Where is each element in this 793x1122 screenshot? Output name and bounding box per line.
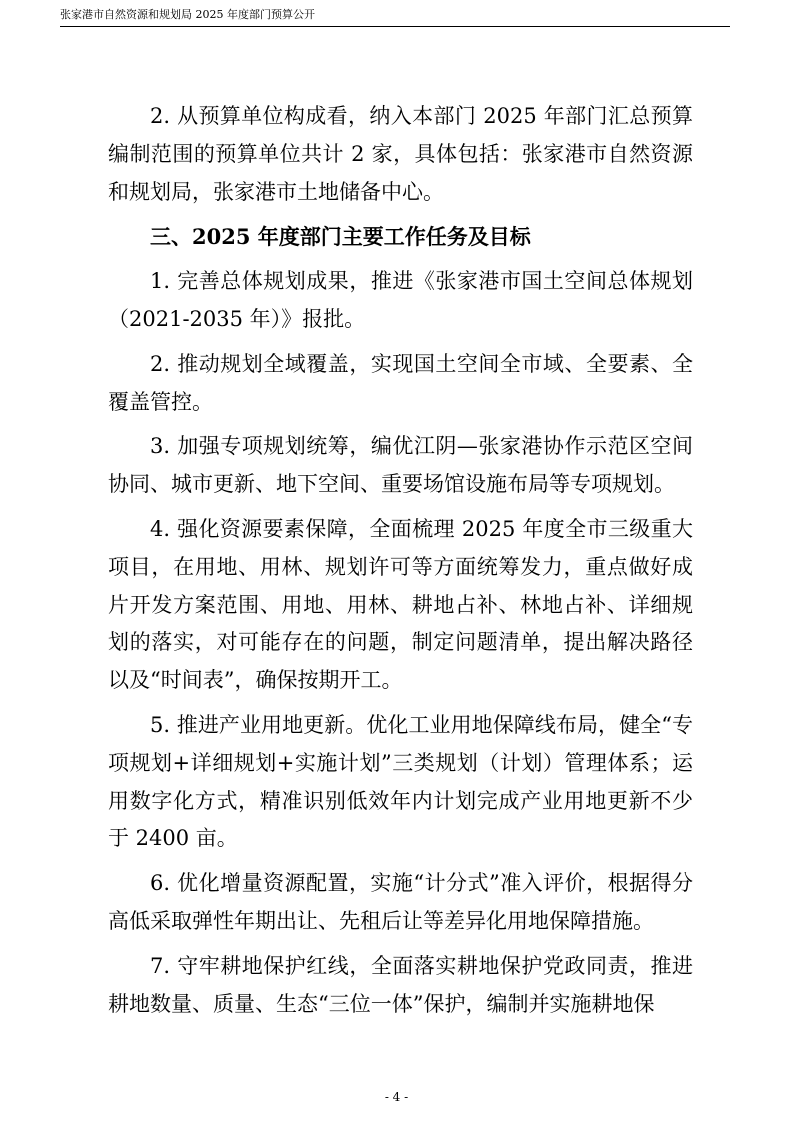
paragraph-task-2: 2. 推动规划全域覆盖，实现国土空间全市域、全要素、全覆盖管控。 bbox=[108, 351, 693, 414]
paragraph-task-4: 4. 强化资源要素保障，全面梳理 2025 年度全市三级重大项目，在用地、用林、规划许可等方面统筹发力，重点做好成片开发方案范围、用地、用林、耕地占补、林地占补、详细规划的落实，对可能存在的问题，制定问题清单，提出解决路径以及“时间表”，确保按期开工。 bbox=[108, 516, 693, 693]
paragraph-task-5: 5. 推进产业用地更新。优化工业用地保障线布局，健全“专项规划+详细规划+实施计划”三类规划（计划）管理体系；运用数字化方式，精准识别低效年内计划完成产业用地更新不少于 2400 亩。 bbox=[108, 712, 693, 851]
paragraph-task-3: 3. 加强专项规划统筹，编优江阴—张家港协作示范区空间协同、城市更新、地下空间、重要场馆设施布局等专项规划。 bbox=[108, 434, 693, 497]
paragraph-task-6: 6. 优化增量资源配置，实施“计分式”准入评价，根据得分高低采取弹性年期出让、先租后让等差异化用地保障措施。 bbox=[108, 871, 693, 933]
section-heading-tasks: 三、2025 年度部门主要工作任务及目标 bbox=[150, 224, 531, 250]
document-body bbox=[108, 98, 693, 1030]
paragraph-task-7: 7. 守牢耕地保护红线，全面落实耕地保护党政同责，推进耕地数量、质量、生态“三位一体”保护，编制并实施耕地保 bbox=[108, 953, 693, 1016]
paragraph-budget-units: 2. 从预算单位构成看，纳入本部门 2025 年部门汇总预算编制范围的预算单位共计 2 家，具体包括：张家港市自然资源和规划局，张家港市土地储备中心。 bbox=[108, 104, 693, 204]
paragraph-task-1: 1. 完善总体规划成果，推进《张家港市国土空间总体规划（2021-2035 年）》报批。 bbox=[108, 269, 693, 331]
document-header: 张家港市自然资源和规划局 2025 年度部门预算公开 bbox=[60, 6, 730, 27]
page-number: - 4 - bbox=[384, 1090, 409, 1104]
